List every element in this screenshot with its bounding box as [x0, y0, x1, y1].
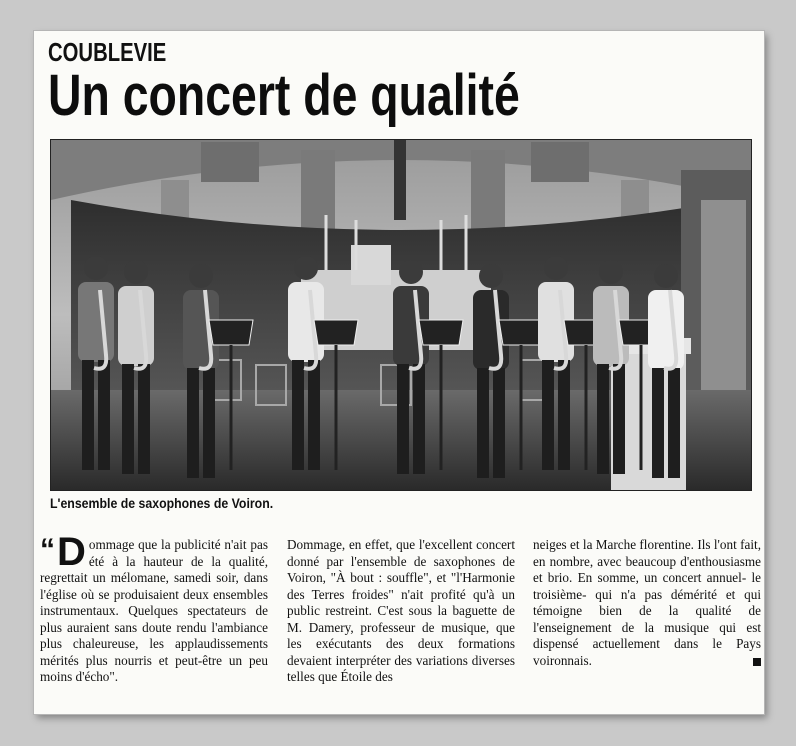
drop-cap: D — [57, 530, 86, 574]
article-column-1 — [40, 530, 268, 686]
article-column-2 — [287, 537, 515, 686]
headline: Un concert de qualité — [48, 63, 520, 128]
article-column-3 — [533, 537, 761, 669]
concert-photo-illustration — [51, 140, 751, 490]
column-1-text: ommage que la publicité n'ait pas été à la hauteur de la qualité, regrettait un mélomane, samedi soir, dans l'église où se produisaient deux ensembles instrumentaux. Quelques spectateurs de plus auraient sans doute rendu l'ambiance plus chaleureuse, les applaudissements mérités plus nourris et peut-être un peu moins d'écho". — [40, 537, 268, 684]
opening-quote: “ — [40, 533, 55, 566]
end-mark-icon — [753, 658, 761, 666]
photo-caption: L'ensemble de saxophones de Voiron. — [50, 495, 274, 511]
column-3-text: neiges et la Marche florentine. Ils l'ont fait, en nombre, avec beaucoup d'enthousiasme et brio. En somme, un concert annuel- le troisième- qui n'a pas démérité et qui témoigne bien de la qualité de l'enseignement de la musique qui est dispensé actuellement dans le Pays voironnais. — [533, 537, 761, 668]
newspaper-clipping — [34, 31, 764, 714]
kicker: COUBLEVIE — [48, 37, 167, 67]
concert-photo — [50, 139, 752, 491]
column-2-text: Dommage, en effet, que l'excellent concert donné par l'ensemble de saxophones de Voiron, "À bout : souffle", et "l'Harmonie des Terres froides" n'ait profité qu'à un public restreint. C'est sous la baguette de M. Damery, professeur de musique, que les exécutants des deux formations devaient interpréter des variations diverses telles que Étoile des — [287, 537, 515, 684]
